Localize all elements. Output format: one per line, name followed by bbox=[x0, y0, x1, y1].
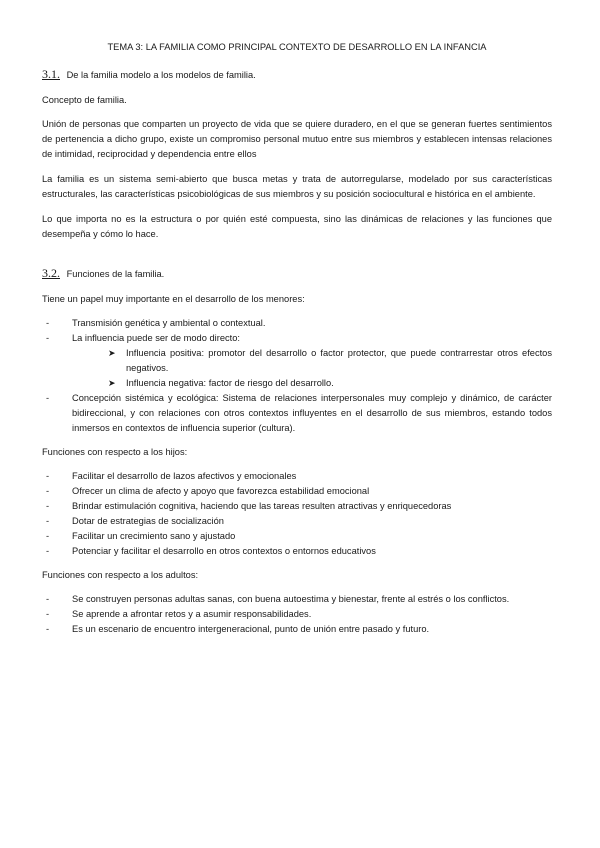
section-1-subheading: Concepto de familia. bbox=[42, 95, 127, 105]
paragraph-concepto: Unión de personas que comparten un proyecto de vida que se quiere duradero, en el que se generan fuertes sentimientos de pertenencia a dicho grupo, existe un compromiso personal mutuo entre sus miembros y establecen intensas relaciones de intimidad, reciprocidad y dependencia entre ellos bbox=[42, 119, 552, 159]
document-title: TEMA 3: LA FAMILIA COMO PRINCIPAL CONTEXTO DE DESARROLLO EN LA INFANCIA bbox=[107, 42, 487, 52]
funciones-list bbox=[42, 316, 552, 436]
paragraph-sistema: La familia es un sistema semi-abierto que busca metas y trata de autorregularse, modelado por sus características estructurales, las características psicobiológicas de sus miembros y su posición sociocultural e histórica en el ambiente. bbox=[42, 174, 552, 199]
section-2-intro: Tiene un papel muy importante en el desarrollo de los menores: bbox=[42, 294, 305, 304]
list-item: - Transmisión genética y ambiental o contextual. bbox=[42, 316, 552, 331]
arrowhead-bullet-icon: ➤ bbox=[108, 378, 116, 388]
list-item: - Brindar estimulación cognitiva, haciendo que las tareas resulten atractivas y enriquecedoras bbox=[42, 499, 552, 514]
section-1-heading bbox=[42, 67, 552, 83]
list-item: - Es un escenario de encuentro intergeneracional, punto de unión entre pasado y futuro. bbox=[42, 622, 552, 637]
list-item: - Concepción sistémica y ecológica: Sistema de relaciones interpersonales muy complejo y dinámico, de carácter bidireccional, y con relaciones con otros contextos influyentes en el desarrollo de sus miembros, estando todos inmersos en contextos de influencia superior (cultura). bbox=[42, 391, 552, 436]
list-item: - Facilitar el desarrollo de lazos afectivos y emocionales bbox=[42, 469, 552, 484]
hijos-list bbox=[42, 469, 552, 559]
sublist-item: ➤ Influencia negativa: factor de riesgo del desarrollo. bbox=[108, 376, 552, 391]
list-item: - Potenciar y facilitar el desarrollo en otros contextos o entornos educativos bbox=[42, 544, 552, 559]
adultos-heading: Funciones con respecto a los adultos: bbox=[42, 570, 199, 580]
list-item: - Dotar de estrategias de socialización bbox=[42, 514, 552, 529]
sublist-item: ➤ Influencia positiva: promotor del desarrollo o factor protector, que puede contrarrestar otros efectos negativos. bbox=[108, 348, 552, 373]
list-item: - Ofrecer un clima de afecto y apoyo que favorezca estabilidad emocional bbox=[42, 484, 552, 499]
section-2-title: Funciones de la familia. bbox=[66, 269, 165, 279]
influencia-sublist bbox=[72, 346, 552, 391]
section-2-number: 3.2. bbox=[42, 266, 60, 280]
arrowhead-bullet-icon: ➤ bbox=[108, 348, 116, 358]
section-1-title: De la familia modelo a los modelos de familia. bbox=[66, 70, 256, 80]
list-item: - Se aprende a afrontar retos y a asumir responsabilidades. bbox=[42, 607, 552, 622]
section-1-number: 3.1. bbox=[42, 67, 60, 81]
list-item: - Facilitar un crecimiento sano y ajustado bbox=[42, 529, 552, 544]
hijos-heading: Funciones con respecto a los hijos: bbox=[42, 447, 188, 457]
paragraph-dinamicas: Lo que importa no es la estructura o por quién esté compuesta, sino las dinámicas de relaciones y las funciones que desempeña y cómo lo hace. bbox=[42, 214, 552, 239]
list-item: - Se construyen personas adultas sanas, con buena autoestima y bienestar, frente al estrés o los conflictos. bbox=[42, 592, 552, 607]
adultos-list bbox=[42, 592, 552, 637]
section-2-heading bbox=[42, 266, 552, 282]
list-item: - La influencia puede ser de modo directo: ➤ Influencia positiva: promotor del desarrollo o factor protector, que puede contrarrestar otros efectos negativos. ➤ Influencia negativa: factor de riesgo del desarrollo. bbox=[42, 331, 552, 391]
